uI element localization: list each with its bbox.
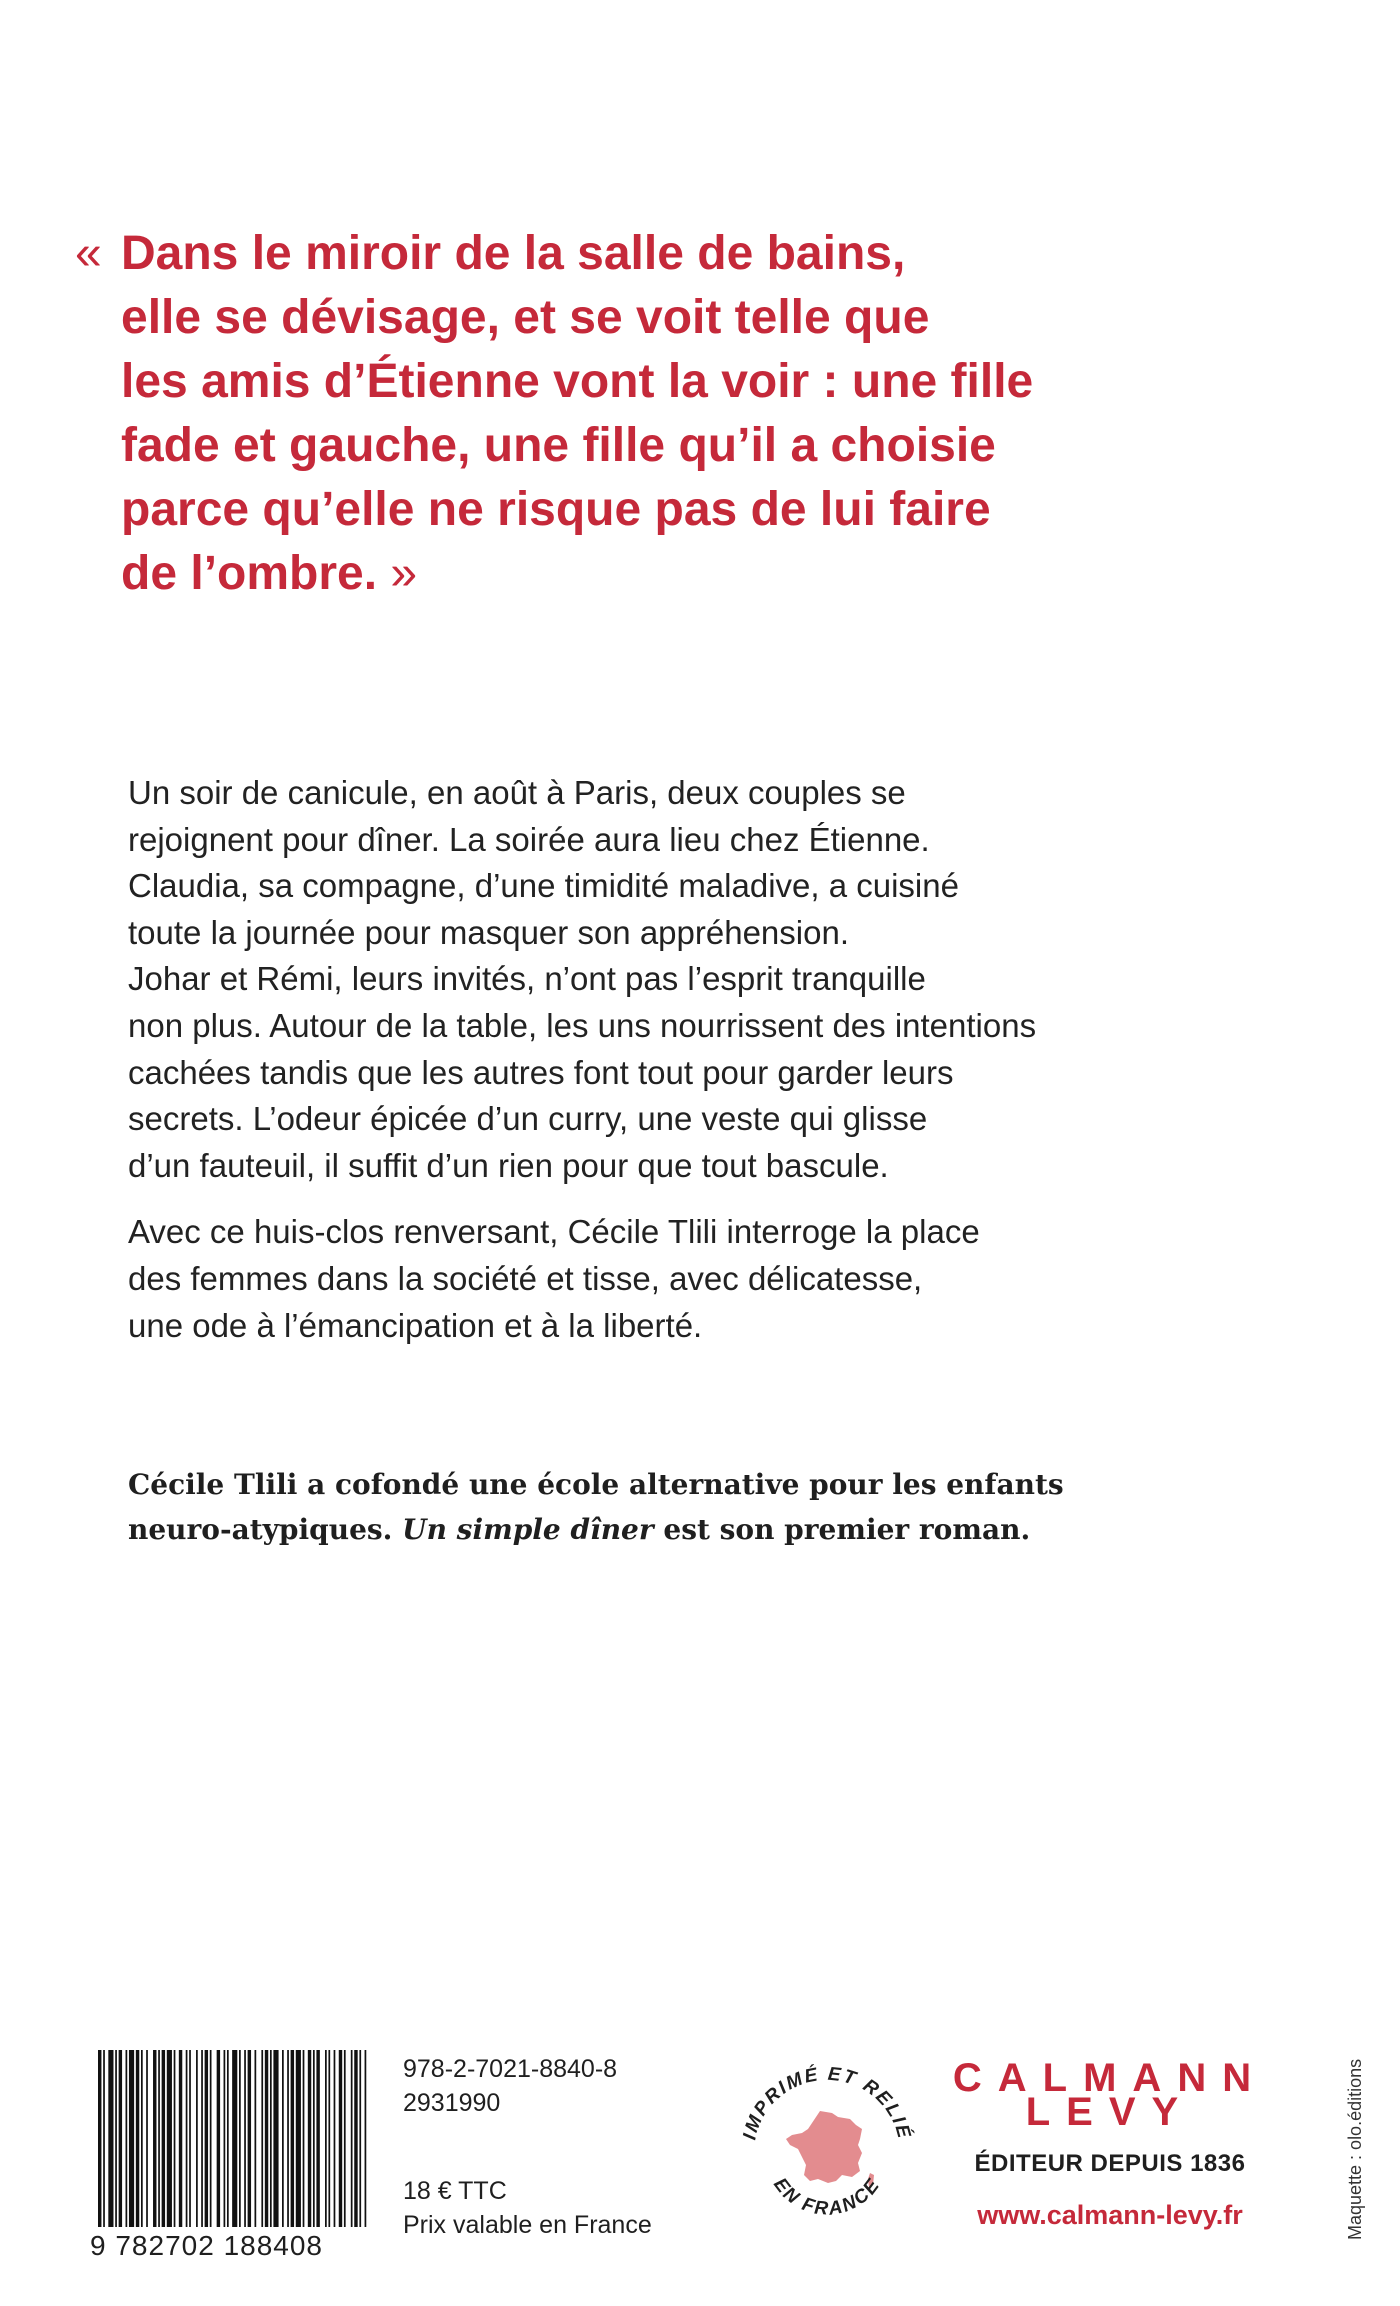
publisher-url[interactable]: www.calmann-levy.fr: [977, 2200, 1243, 2230]
quote-lines: [121, 222, 1125, 606]
quote-line: fade et gauche, une fille qu’il a choisie: [121, 419, 996, 472]
france-map-icon: [786, 2111, 862, 2183]
quote-line: les amis d’Étienne vont la voir : une fille: [121, 355, 1034, 408]
barcode-bar: [239, 2050, 241, 2227]
barcode-bar: [162, 2050, 165, 2227]
quote-line: parce qu’elle ne risque pas de lui faire: [121, 483, 991, 536]
seal-top-text: IMPRIMÉ ET RELIÉ: [739, 2063, 915, 2142]
bio-text: neuro-atypiques.: [128, 1513, 403, 1546]
barcode-bar: [119, 2050, 122, 2227]
barcode-bar: [174, 2050, 176, 2227]
barcode-bar: [201, 2050, 203, 2227]
pull-quote: [75, 222, 1125, 606]
barcode-bar: [313, 2050, 315, 2227]
barcode: [90, 2050, 375, 2280]
barcode-bar: [158, 2050, 160, 2227]
barcode-bar: [224, 2050, 226, 2227]
quote-open-mark: «: [75, 227, 102, 280]
barcode-bar: [146, 2050, 148, 2227]
product-code: 2931990: [403, 2089, 501, 2117]
barcode-bar: [186, 2050, 188, 2227]
barcode-bar: [325, 2050, 327, 2227]
barcode-bar: [255, 2050, 257, 2227]
barcode-bar: [359, 2050, 361, 2227]
bio-text: est son premier roman.: [653, 1513, 1031, 1546]
synopsis-line: non plus. Autour de la table, les uns nourrissent des intentions: [128, 1006, 1037, 1044]
synopsis-line: d’un fauteuil, il suffit d’un rien pour que tout bascule.: [128, 1146, 889, 1184]
barcode-bar: [98, 2050, 101, 2227]
barcode-bar: [210, 2050, 212, 2227]
barcode-bar: [196, 2050, 198, 2227]
synopsis-line: Avec ce huis-clos renversant, Cécile Tlili interroge la place: [128, 1213, 980, 1251]
barcode-bar: [265, 2050, 268, 2227]
barcode-digits: 9 782702 188408: [90, 2230, 323, 2261]
barcode-bar: [205, 2050, 208, 2227]
barcode-bar: [308, 2050, 311, 2227]
barcode-bar: [282, 2050, 284, 2227]
barcode-bar: [179, 2050, 182, 2227]
quote-line-last: [121, 542, 1125, 606]
barcode-bar: [303, 2050, 305, 2227]
barcode-bar: [141, 2050, 143, 2227]
barcode-bars: [98, 2050, 368, 2227]
barcode-bar: [227, 2050, 229, 2227]
barcode-bar: [334, 2050, 336, 2227]
barcode-bar: [354, 2050, 357, 2227]
synopsis-line: Un soir de canicule, en août à Paris, deux couples se: [128, 774, 906, 811]
barcode-bar: [296, 2050, 301, 2227]
quote-line: elle se dévisage, et se voit telle que: [121, 291, 930, 344]
bio-line: Cécile Tlili a cofondé une école alternative pour les enfants: [128, 1468, 1064, 1501]
publisher-block: [940, 2058, 1280, 2231]
quote-line: Dans le miroir de la salle de bains,: [121, 227, 906, 280]
synopsis-line: rejoignent pour dîner. La soirée aura lieu chez Étienne.: [128, 820, 930, 858]
book-title: Un simple dîner: [402, 1513, 654, 1546]
isbn-price-block: [403, 2052, 652, 2242]
author-bio: [128, 1462, 1248, 1552]
barcode-bar: [103, 2050, 105, 2227]
synopsis-paragraph: [128, 770, 1248, 1189]
publisher-tagline: ÉDITEUR DEPUIS 1836: [974, 2150, 1246, 2177]
barcode-bar: [189, 2050, 191, 2227]
barcode-bar: [287, 2050, 289, 2227]
barcode-bar: [153, 2050, 156, 2227]
barcode-bar: [248, 2050, 251, 2227]
design-credit: Maquette : olo.éditions: [1345, 2058, 1365, 2240]
barcode-bar: [129, 2050, 134, 2227]
made-in-france-seal: [732, 2053, 922, 2243]
quote-close-mark: »: [390, 547, 418, 600]
barcode-bar: [108, 2050, 113, 2227]
synopsis: [128, 770, 1248, 1369]
price: 18 € TTC: [403, 2177, 507, 2205]
bio-line: [128, 1507, 1248, 1552]
barcode-bar: [261, 2050, 263, 2227]
barcode-bar: [232, 2050, 237, 2227]
barcode-bar: [167, 2050, 172, 2227]
synopsis-line: cachées tandis que les autres font tout pour garder leurs: [128, 1053, 954, 1091]
synopsis-paragraph: [128, 1209, 1248, 1349]
barcode-bar: [351, 2050, 353, 2227]
barcode-bar: [273, 2050, 278, 2227]
barcode-bar: [316, 2050, 319, 2227]
barcode-bar: [136, 2050, 139, 2227]
synopsis-line: des femmes dans la société et tisse, avec délicatesse,: [128, 1259, 923, 1297]
synopsis-line: Johar et Rémi, leurs invités, n’ont pas l’esprit tranquille: [128, 960, 926, 998]
barcode-bar: [115, 2050, 117, 2227]
publisher-name-line2: LEVY: [1025, 2090, 1195, 2134]
seal-bottom-text: EN FRANCE: [769, 2174, 885, 2220]
barcode-bar: [244, 2050, 246, 2227]
barcode-bar: [339, 2050, 342, 2227]
barcode-bar: [328, 2050, 330, 2227]
barcode-bar: [126, 2050, 128, 2227]
barcode-bar: [344, 2050, 346, 2227]
publisher-logo: [940, 2058, 1280, 2132]
synopsis-line: une ode à l’émancipation et à la liberté.: [128, 1306, 703, 1344]
price-validity: Prix valable en France: [403, 2211, 652, 2239]
isbn-number: 978-2-7021-8840-8: [403, 2055, 618, 2083]
synopsis-line: Claudia, sa compagne, d’une timidité maladive, a cuisiné: [128, 867, 959, 905]
barcode-bar: [270, 2050, 272, 2227]
barcode-bar: [291, 2050, 294, 2227]
publisher-name-line1: CALMANN: [952, 2056, 1268, 2100]
quote-last-text: de l’ombre.: [121, 547, 378, 600]
synopsis-line: toute la journée pour masquer son appréhension.: [128, 913, 849, 951]
barcode-bar: [217, 2050, 220, 2227]
barcode-bar: [365, 2050, 367, 2227]
synopsis-line: secrets. L’odeur épicée d’un curry, une veste qui glisse: [128, 1100, 928, 1138]
